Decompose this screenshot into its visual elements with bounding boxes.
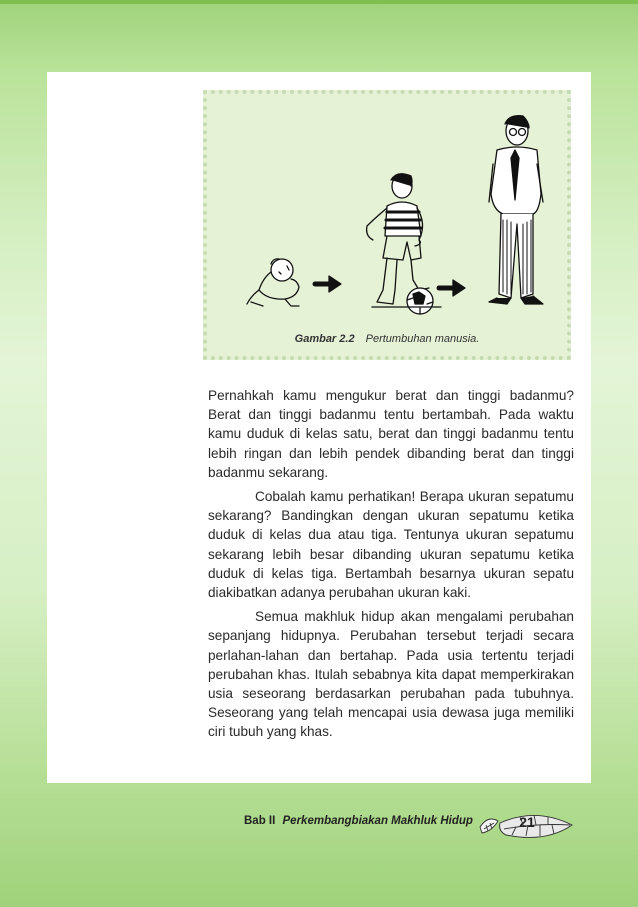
- footer-chapter: [244, 815, 473, 827]
- body-text: [208, 386, 574, 742]
- chapter-label: Bab II: [244, 815, 276, 827]
- page-number: 21: [519, 814, 535, 830]
- caption-text: Pertumbuhan manusia.: [365, 333, 480, 345]
- figure-box: [203, 90, 571, 360]
- man-figure: [489, 116, 543, 304]
- caption-number: Gambar 2.2: [294, 333, 355, 345]
- human-growth-illustration: [207, 94, 567, 329]
- paragraph: Pernahkah kamu mengukur berat dan tinggi badanmu? Berat dan tinggi badanmu tentu bertambah. Pada waktu kamu duduk di kelas satu, berat dan tinggi badanmu tentu lebih ringan dan lebih pendek dibanding berat dan tinggi badanmu sekarang.: [208, 388, 574, 480]
- top-accent-strip: [0, 0, 638, 4]
- paragraph: Semua makhluk hidup akan mengalami perubahan sepanjang hidupnya. Perubahan tersebut terjadi secara perlahan-lahan dan bertahap. Pada usia tertentu terjadi perubahan khas. Itulah sebabnya kita dapat memperkirakan usia seseorang berdasarkan perubahan pada tubuhnya. Seseorang yang telah mencapai usia dewasa juga memiliki ciri tubuh yang khas.: [208, 609, 574, 740]
- baby-figure: [247, 259, 299, 306]
- paragraph: Cobalah kamu perhatikan! Berapa ukuran sepatumu sekarang? Bandingkan dengan ukuran sepatumu ketika duduk di kelas dua atau tiga. Tentunya ukuran sepatumu sekarang lebih besar dibanding ukuran sepatumu ketika duduk di kelas tiga. Bertambah besarnya ukuran sepatu diakibatkan adanya perubahan ukuran kaki.: [208, 489, 574, 601]
- figure-caption: [207, 333, 567, 345]
- chapter-title: Perkembangbiakan Makhluk Hidup: [282, 815, 473, 827]
- boy-figure: [367, 174, 441, 314]
